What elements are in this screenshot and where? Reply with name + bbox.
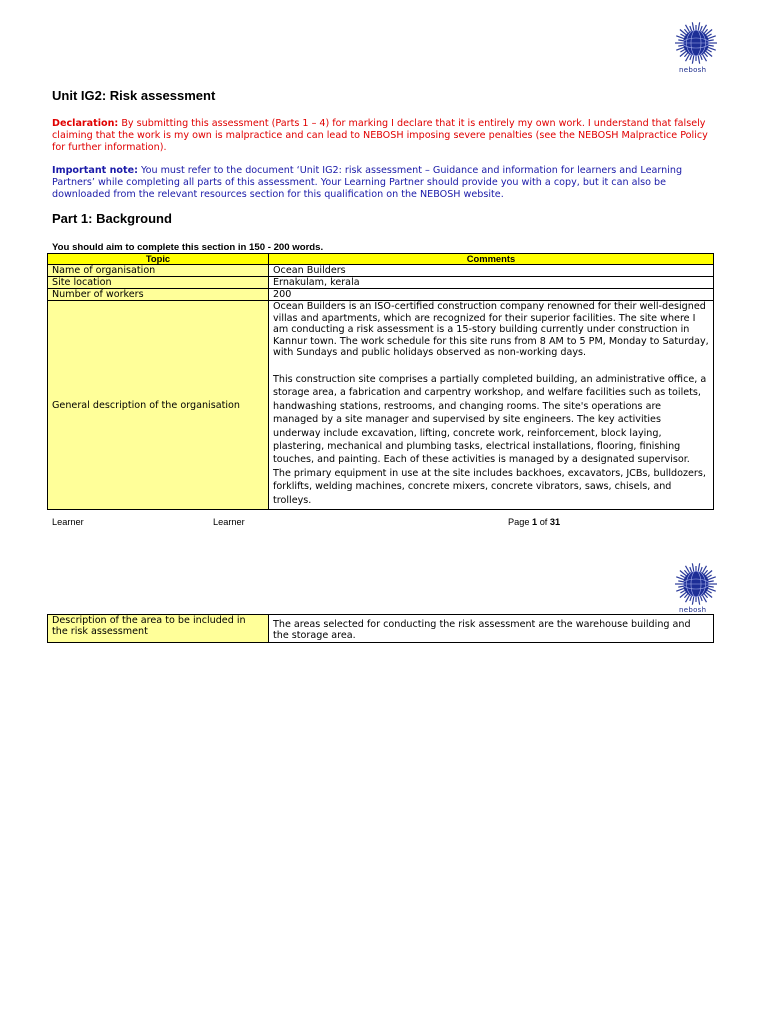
description-paragraph: Ocean Builders is an ISO-certified construction company renowned for their well-designed villas and apartments, which are recognized for their superior facilities. The site where I am conducting a risk assessment is a 15-story building currently under construction in Kannur town. The work schedule for this site runs from 8 AM to 5 PM, Monday to Saturday, with Sundays and public holidays observed as non-working days. <box>273 301 709 359</box>
page-current: 1 <box>532 517 538 527</box>
column-header-topic: Topic <box>48 254 269 265</box>
topic-cell: General description of the organisation <box>48 301 269 510</box>
table-row <box>48 265 714 277</box>
comment-cell[interactable]: Ernakulam, kerala <box>269 277 714 289</box>
topic-cell: Description of the area to be included in the risk assessment <box>48 615 269 643</box>
nebosh-globe-icon <box>674 21 718 65</box>
declaration <box>52 118 720 154</box>
important-note <box>52 165 720 201</box>
comment-cell[interactable]: 200 <box>269 289 714 301</box>
declaration-text: By submitting this assessment (Parts 1 – 4) for marking I declare that it is entirely my own work. I understand that falsely claiming that the work is my own is malpractice and can lead to NEBOSH imposing severe penalties (see the NEBOSH Malpractice Policy for further information). <box>52 118 708 153</box>
part-title: Part 1: Background <box>52 211 172 226</box>
table-row <box>48 277 714 289</box>
comment-cell[interactable] <box>269 301 714 510</box>
logo-wordmark: nebosh <box>679 606 707 614</box>
important-note-label: Important note: <box>52 165 138 176</box>
page-total: 31 <box>549 517 561 527</box>
topic-cell: Number of workers <box>48 289 269 301</box>
logo-wordmark: nebosh <box>679 66 707 74</box>
comment-cell[interactable]: The areas selected for conducting the risk assessment are the warehouse building and the storage area. <box>269 615 714 643</box>
footer-learner-label: Learner <box>52 517 84 527</box>
table-header-row <box>48 254 714 265</box>
topic-cell: Site location <box>48 277 269 289</box>
word-count-instruction: You should aim to complete this section in 150 - 200 words. <box>52 242 324 253</box>
table-row <box>48 301 714 510</box>
comment-cell[interactable]: Ocean Builders <box>269 265 714 277</box>
nebosh-logo <box>674 562 718 606</box>
page-of: of <box>537 517 550 527</box>
area-table <box>47 614 714 643</box>
description-paragraph: This construction site comprises a partially completed building, an administrative office, a storage area, a fabrication and carpentry workshop, and welfare facilities such as toilets, handwashing stations, restrooms, and changing rooms. The site's operations are managed by a site manager and supervised by site engineers. The key activities underway include excavation, lifting, concrete work, reinforcement, block laying, plastering, mechanical and plumbing tasks, electrical installations, flooring, finishing touches, and painting. Each of these activities is managed by a designated supervisor. The primary equipment in use at the site includes backhoes, excavators, JCBs, bulldozers, forklifts, welding machines, concrete mixers, concrete vibrators, saws, chisels, and trolleys. <box>273 373 707 506</box>
column-header-comments: Comments <box>269 254 714 265</box>
page-number <box>508 517 560 527</box>
unit-title: Unit IG2: Risk assessment <box>52 88 216 103</box>
page-prefix: Page <box>508 517 533 527</box>
table-row <box>48 289 714 301</box>
background-table <box>47 253 714 510</box>
important-note-text: You must refer to the document ‘Unit IG2: risk assessment – Guidance and information for learners and Learning Partners’ while completing all parts of this assessment. Your Learning Partner should provide you with a copy, but it can also be downloaded from the relevant resources section for this qualification on the NEBOSH website. <box>52 165 683 200</box>
nebosh-globe-icon <box>674 562 718 606</box>
topic-cell: Name of organisation <box>48 265 269 277</box>
footer-learner-label: Learner <box>213 517 245 527</box>
nebosh-logo <box>674 21 718 65</box>
declaration-label: Declaration: <box>52 118 119 129</box>
table-row <box>48 615 714 643</box>
